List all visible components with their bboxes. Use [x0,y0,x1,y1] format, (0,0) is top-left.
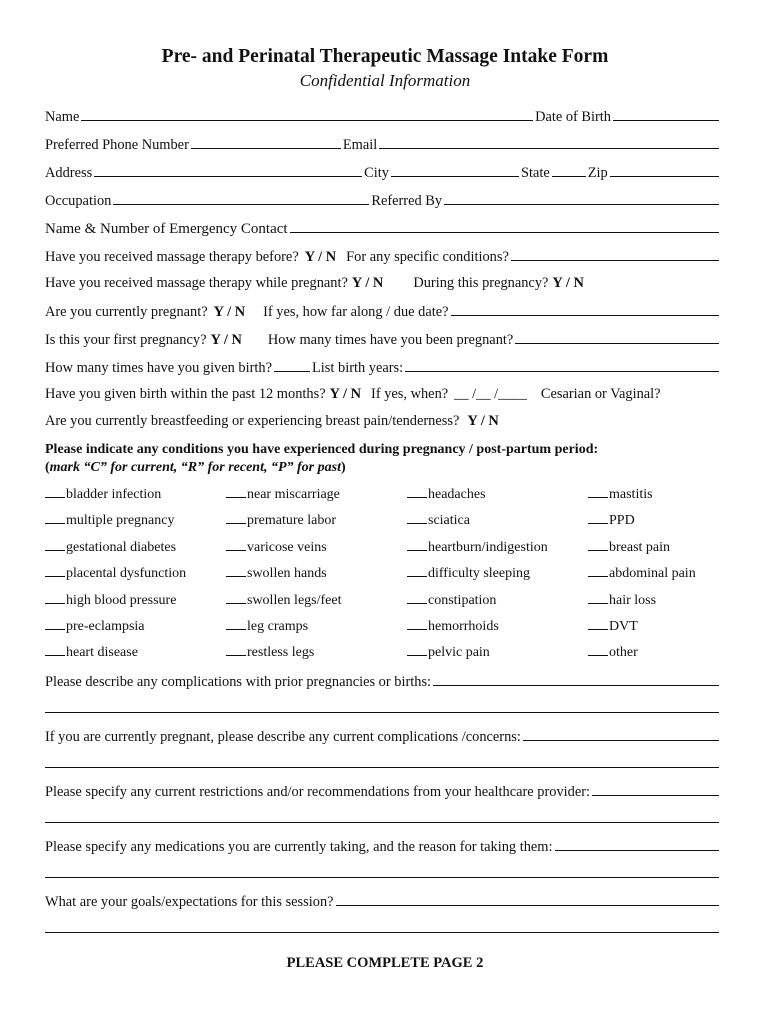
complications-row [45,672,721,692]
dob-label: Date of Birth [535,109,611,125]
emergency-field[interactable] [290,219,719,233]
condition-label: sciatica [428,513,470,529]
conditions-instruction-row [45,460,735,476]
condition-label: leg cramps [247,618,309,634]
q6b-text: If yes, when? [371,386,449,402]
condition-label: heart disease [66,645,138,661]
city-label: City [364,165,389,181]
condition-item [407,563,530,582]
condition-item [45,563,186,582]
instruction-open-paren: ( [45,460,50,475]
condition-item [588,510,635,529]
goals-text: What are your goals/expectations for this session? [45,894,334,910]
condition-mark-field[interactable] [588,616,608,630]
condition-mark-field[interactable] [588,484,608,498]
condition-item [226,510,336,529]
q1b-field[interactable] [511,247,719,261]
condition-label: multiple pregnancy [66,513,175,529]
q4-row [45,330,721,350]
condition-label: mastitis [609,487,653,502]
q1-yn[interactable]: Y / N [304,249,337,265]
condition-item [226,484,340,503]
q2-text: Have you received massage therapy while pregnant? [45,275,348,291]
condition-mark-field[interactable] [226,616,246,630]
referred-field[interactable] [444,191,719,205]
condition-label: abdominal pain [609,566,696,582]
condition-label: bladder infection [66,487,162,502]
q5-text: How many times have you given birth? [45,360,273,376]
occupation-label: Occupation [45,193,112,209]
condition-label: pelvic pain [428,645,490,661]
q3-text: Are you currently pregnant? [45,304,208,320]
form-title: Pre- and Perinatal Therapeutic Massage Intake Form [161,46,609,67]
condition-item [45,616,145,635]
condition-label: PPD [609,513,635,529]
condition-item [45,484,161,503]
condition-mark-field[interactable] [407,510,427,524]
q7-yn[interactable]: Y / N [467,413,499,429]
form-subtitle: Confidential Information [299,71,471,90]
name-dob-row [45,107,721,127]
condition-label: pre-eclampsia [66,618,145,634]
q4-text: Is this your first pregnancy? [45,332,207,348]
current-extra-line[interactable] [45,767,719,768]
condition-label: other [609,645,638,661]
q6-yn[interactable]: Y / N [329,386,362,402]
condition-label: hair loss [609,592,657,608]
condition-label: restless legs [247,645,315,661]
condition-mark-field[interactable] [45,563,65,577]
q2-row [45,275,721,295]
condition-item [226,642,314,661]
condition-mark-field[interactable] [226,484,246,498]
condition-mark-field[interactable] [588,590,608,604]
condition-item [226,616,308,635]
condition-item [45,537,176,556]
condition-item [226,590,341,609]
city-field[interactable] [391,163,519,177]
condition-label: near miscarriage [247,487,340,502]
complications-extra-line[interactable] [45,712,719,713]
zip-label: Zip [587,165,608,181]
current-complications-field[interactable] [523,727,719,741]
conditions-row [45,616,735,642]
condition-label: breast pain [609,539,671,555]
conditions-row [45,642,735,668]
email-label: Email [342,137,378,153]
q3-yn[interactable]: Y / N [213,304,246,320]
condition-mark-field[interactable] [407,642,427,656]
condition-item [45,590,176,609]
q7-text: Are you currently breastfeeding or experiencing breast pain/tenderness? [45,413,460,429]
state-field[interactable] [552,163,586,177]
condition-label: hemorrhoids [428,618,499,634]
condition-label: placental dysfunction [66,566,187,582]
condition-label: swollen hands [247,566,327,582]
q4-yn[interactable]: Y / N [210,332,242,348]
condition-label: difficulty sleeping [428,566,530,582]
condition-mark-field[interactable] [45,484,65,498]
occupation-row [45,191,721,211]
condition-item [588,484,653,503]
condition-mark-field[interactable] [226,510,246,524]
condition-item [588,642,638,661]
condition-mark-field[interactable] [226,590,246,604]
goals-field[interactable] [336,892,719,906]
condition-item [45,510,174,529]
condition-item [226,563,327,582]
phone-email-row [45,135,721,155]
referred-label: Referred By [371,193,443,209]
condition-mark-field[interactable] [407,616,427,630]
state-label: State [520,165,550,181]
restrictions-field[interactable] [592,782,719,796]
q3b-text: If yes, how far along / due date? [263,304,449,320]
occupation-field[interactable] [113,191,369,205]
condition-label: gestational diabetes [66,539,177,555]
conditions-row [45,484,735,510]
condition-label: high blood pressure [66,592,177,608]
conditions-row [45,510,735,536]
phone-label: Preferred Phone Number [45,137,189,153]
condition-mark-field[interactable] [407,537,427,551]
condition-mark-field[interactable] [588,510,608,524]
q6-text: Have you given birth within the past 12 months? [45,386,326,402]
current-complications-text: If you are currently pregnant, please describe any current complications /concerns: [45,729,521,745]
q5-field[interactable] [274,358,310,372]
condition-mark-field[interactable] [45,510,65,524]
condition-item [407,510,470,529]
q4b-field[interactable] [515,330,719,344]
q6-row [45,386,735,406]
conditions-instruction: mark “C” for current, “R” for recent, “P” for past [49,460,341,475]
q7-row [45,413,721,433]
condition-item [588,537,670,556]
condition-mark-field[interactable] [45,537,65,551]
conditions-row [45,590,735,616]
medications-field[interactable] [555,837,719,851]
condition-item [588,616,638,635]
condition-label: heartburn/indigestion [428,539,548,555]
condition-mark-field[interactable] [226,563,246,577]
condition-item [407,642,490,661]
q3-row [45,302,721,322]
q2b-yn[interactable]: Y / N [552,275,584,291]
complications-text: Please describe any complications with prior pregnancies or births: [45,674,432,690]
name-label: Name [45,109,80,125]
zip-field[interactable] [610,163,719,177]
restrictions-row [45,782,721,802]
condition-item [407,590,496,609]
goals-row [45,892,721,912]
condition-label: headaches [428,487,486,502]
medications-text: Please specify any medications you are currently taking, and the reason for taking them: [45,839,553,855]
address-label: Address [45,165,93,181]
q4b-text: How many times have you been pregnant? [267,332,514,348]
address-row [45,163,721,183]
condition-item [588,563,696,582]
conditions-row [45,537,735,563]
q1-text: Have you received massage therapy before? [45,249,299,265]
condition-mark-field[interactable] [45,642,65,656]
goals-extra-line[interactable] [45,932,719,933]
address-field[interactable] [94,163,362,177]
q3b-field[interactable] [451,302,720,316]
medications-extra-line[interactable] [45,877,719,878]
condition-mark-field[interactable] [588,642,608,656]
condition-mark-field[interactable] [588,537,608,551]
condition-mark-field[interactable] [407,484,427,498]
current-complications-row [45,727,721,747]
condition-mark-field[interactable] [45,616,65,630]
condition-label: swollen legs/feet [247,592,342,608]
complications-field[interactable] [433,672,719,686]
restrictions-text: Please specify any current restrictions and/or recommendations from your healthcare provider: [45,784,591,800]
dob-field[interactable] [613,107,719,121]
instruction-close-paren: ) [340,460,346,475]
q2b-text: During this pregnancy? [413,275,549,291]
condition-mark-field[interactable] [588,563,608,577]
q1-row [45,247,721,267]
emergency-row [45,219,721,239]
condition-mark-field[interactable] [45,590,65,604]
q5-row [45,358,721,378]
condition-label: varicose veins [247,539,327,555]
condition-mark-field[interactable] [226,537,246,551]
condition-item [407,537,548,556]
q5b-text: List birth years: [312,360,404,376]
condition-item [588,590,656,609]
conditions-heading: Please indicate any conditions you have experienced during pregnancy / post-partum period: [45,442,599,457]
q2-yn[interactable]: Y / N [351,275,384,291]
name-field[interactable] [81,107,533,121]
restrictions-extra-line[interactable] [45,822,719,823]
condition-mark-field[interactable] [407,590,427,604]
condition-mark-field[interactable] [407,563,427,577]
q1b-text: For any specific conditions? [346,249,509,265]
conditions-grid [45,484,735,669]
q6c-text: Cesarian or Vaginal? [540,386,661,402]
medications-row [45,837,721,857]
conditions-row [45,563,735,589]
phone-field[interactable] [191,135,341,149]
complete-page-2-note: PLEASE COMPLETE PAGE 2 [286,955,484,971]
email-field[interactable] [379,135,719,149]
q5b-field[interactable] [405,358,719,372]
emergency-label: Name & Number of Emergency Contact [45,221,288,237]
condition-item [407,616,499,635]
condition-item [45,642,138,661]
q6-date-field[interactable]: __ /__ /____ [454,386,527,402]
condition-item [226,537,327,556]
condition-label: premature labor [247,513,337,529]
condition-item [407,484,486,503]
condition-mark-field[interactable] [226,642,246,656]
condition-label: DVT [609,618,638,634]
condition-label: constipation [428,592,497,608]
